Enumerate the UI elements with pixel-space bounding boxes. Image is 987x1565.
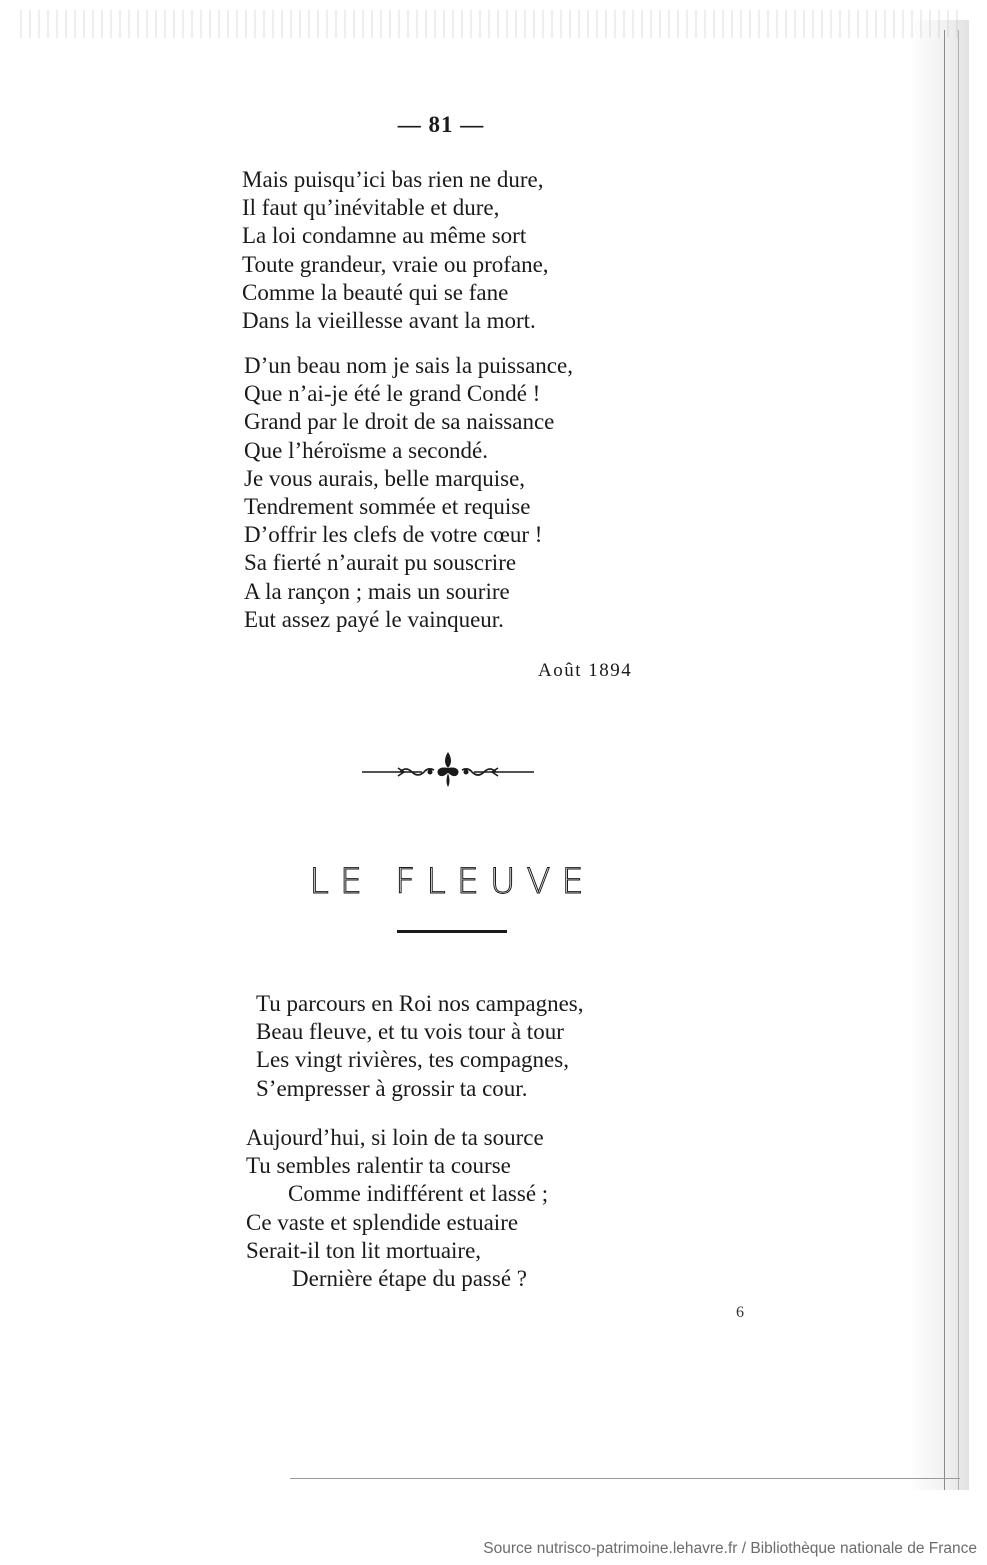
page-edge-shadow <box>909 20 969 1490</box>
page-number: — 81 — <box>397 112 485 137</box>
verse-line-indented: Comme indifférent et lassé ; <box>288 1181 549 1207</box>
verse-line: Eut assez payé le vainqueur. <box>244 606 504 632</box>
page-edge-line <box>958 30 959 1490</box>
verse-line: Mais puisqu’ici bas rien ne dure, <box>242 167 544 192</box>
verse-line: Que n’ai-je été le grand Condé ! <box>244 381 541 407</box>
page-bottom-edge <box>290 1478 960 1479</box>
source-attribution: Source nutrisco-patrimoine.lehavre.fr / Bibliothèque nationale de France <box>483 1540 977 1557</box>
verse-line: Il faut qu’inévitable et dure, <box>242 195 500 221</box>
verse-line: Toute grandeur, vraie ou profane, <box>242 251 549 277</box>
verse-line: Tendrement sommée et requise <box>244 493 531 519</box>
scan-noise-top <box>20 10 960 38</box>
verse-line: La loi condamne au même sort <box>242 223 527 249</box>
verse-line: Je vous aurais, belle marquise, <box>244 465 526 491</box>
verse-line: Tu sembles ralentir ta course <box>246 1153 511 1179</box>
poem-title: LE FLEUVE <box>309 862 595 902</box>
poem1-stanza-2 <box>244 352 573 634</box>
verse-line: Serait-il ton lit mortuaire, <box>246 1237 482 1263</box>
verse-line: Tu parcours en Roi nos campagnes, <box>256 991 584 1016</box>
verse-line: S’empresser à grossir ta cour. <box>256 1075 528 1101</box>
poem1-stanza-1 <box>242 166 549 335</box>
verse-line: Dans la vieillesse avant la mort. <box>242 307 536 333</box>
fleuron-ornament-icon <box>360 748 536 792</box>
verse-line: D’un beau nom je sais la puissance, <box>244 353 573 378</box>
verse-line-indented: Dernière étape du passé ? <box>292 1265 527 1291</box>
verse-line: D’offrir les clefs de votre cœur ! <box>244 522 543 548</box>
verse-line: Grand par le droit de sa naissance <box>244 409 555 435</box>
verse-line: Les vingt rivières, tes compagnes, <box>256 1047 569 1073</box>
verse-line: Beau fleuve, et tu vois tour à tour <box>256 1019 564 1045</box>
verse-line: Ce vaste et splendide estuaire <box>246 1209 519 1235</box>
verse-line: A la rançon ; mais un sourire <box>244 578 510 604</box>
title-underline <box>397 930 507 933</box>
verse-line: Comme la beauté qui se fane <box>242 279 509 305</box>
poem2-stanza-2 <box>246 1124 548 1293</box>
signature-mark: 6 <box>736 1304 744 1321</box>
verse-line: Sa fierté n’aurait pu souscrire <box>244 550 517 576</box>
poem-date: Août 1894 <box>538 660 633 681</box>
verse-line: Que l’héroïsme a secondé. <box>244 437 488 463</box>
page-edge-line <box>944 30 945 1490</box>
verse-line: Aujourd’hui, si loin de ta source <box>246 1125 544 1150</box>
poem2-stanza-1 <box>256 990 584 1103</box>
